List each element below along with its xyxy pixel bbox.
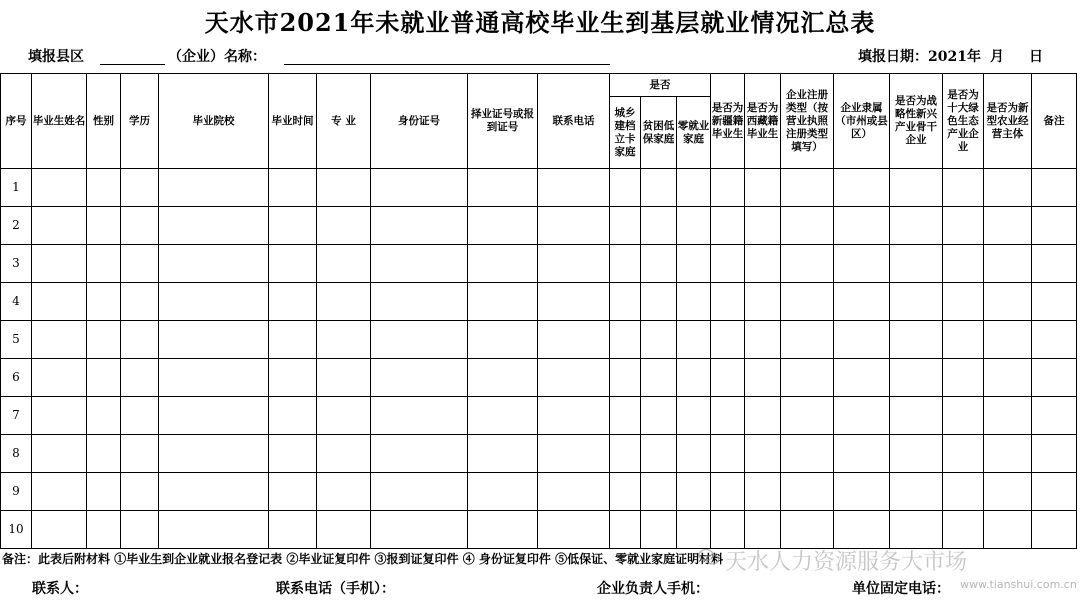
col-zero-employment: 零就业家庭 xyxy=(677,97,711,169)
table-row xyxy=(1,511,1077,549)
col-low-income: 贫困低保家庭 xyxy=(641,97,677,169)
table-cell xyxy=(711,397,745,435)
table-cell xyxy=(1032,473,1077,511)
table-cell xyxy=(32,473,87,511)
table-cell xyxy=(711,473,745,511)
table-cell xyxy=(87,511,121,549)
table-cell xyxy=(32,169,87,207)
table-cell xyxy=(269,397,317,435)
row-number: 5 xyxy=(1,321,32,359)
table-cell xyxy=(745,321,781,359)
table-cell xyxy=(890,473,943,511)
table-cell xyxy=(834,283,890,321)
table-cell xyxy=(269,359,317,397)
table-cell xyxy=(269,207,317,245)
table-cell xyxy=(159,169,269,207)
table-row xyxy=(1,359,1077,397)
table-cell xyxy=(641,321,677,359)
table-cell xyxy=(159,473,269,511)
table-cell xyxy=(781,283,834,321)
table-cell xyxy=(121,207,159,245)
col-name: 毕业生姓名 xyxy=(32,74,87,169)
table-cell xyxy=(781,207,834,245)
table-cell xyxy=(371,207,468,245)
table-cell xyxy=(87,397,121,435)
table-row xyxy=(1,397,1077,435)
row-number: 7 xyxy=(1,397,32,435)
table-cell xyxy=(610,397,641,435)
table-cell xyxy=(745,245,781,283)
table-cell xyxy=(538,207,610,245)
table-row xyxy=(1,245,1077,283)
table-cell xyxy=(984,473,1032,511)
table-cell xyxy=(121,511,159,549)
table-cell xyxy=(943,359,984,397)
table-cell xyxy=(1032,359,1077,397)
table-cell xyxy=(317,397,371,435)
table-cell xyxy=(538,321,610,359)
table-cell xyxy=(984,359,1032,397)
landline-label: 单位固定电话： xyxy=(852,581,950,597)
table-cell xyxy=(468,435,538,473)
table-cell xyxy=(834,435,890,473)
table-cell xyxy=(641,511,677,549)
table-cell xyxy=(371,359,468,397)
row-number: 3 xyxy=(1,245,32,283)
table-row xyxy=(1,321,1077,359)
table-cell xyxy=(317,245,371,283)
table-cell xyxy=(317,473,371,511)
table-cell xyxy=(1032,397,1077,435)
table-cell xyxy=(1032,283,1077,321)
company-label: （企业）名称： xyxy=(168,49,266,65)
table-cell xyxy=(984,435,1032,473)
table-cell xyxy=(677,435,711,473)
table-cell xyxy=(32,359,87,397)
table-cell xyxy=(943,207,984,245)
table-cell xyxy=(269,511,317,549)
table-cell xyxy=(159,397,269,435)
month-label: 月 xyxy=(990,49,1004,65)
table-cell xyxy=(781,511,834,549)
table-cell xyxy=(371,511,468,549)
table-cell xyxy=(781,245,834,283)
table-cell xyxy=(1032,435,1077,473)
table-cell xyxy=(834,245,890,283)
table-cell xyxy=(711,359,745,397)
row-number: 2 xyxy=(1,207,32,245)
table-cell xyxy=(641,169,677,207)
table-cell xyxy=(371,473,468,511)
table-cell xyxy=(781,397,834,435)
table-cell xyxy=(159,359,269,397)
table-cell xyxy=(32,283,87,321)
table-cell xyxy=(781,321,834,359)
table-row xyxy=(1,435,1077,473)
table-cell xyxy=(468,207,538,245)
table-cell xyxy=(711,245,745,283)
table-cell xyxy=(159,511,269,549)
row-number: 9 xyxy=(1,473,32,511)
col-gender: 性别 xyxy=(87,74,121,169)
table-cell xyxy=(943,283,984,321)
table-cell xyxy=(984,169,1032,207)
table-cell xyxy=(32,511,87,549)
table-cell xyxy=(890,321,943,359)
table-cell xyxy=(32,435,87,473)
summary-table xyxy=(0,73,1077,549)
contact-label: 联系人： xyxy=(32,581,88,597)
table-cell xyxy=(121,245,159,283)
table-cell xyxy=(32,397,87,435)
table-cell xyxy=(371,283,468,321)
table-cell xyxy=(371,169,468,207)
table-cell xyxy=(745,397,781,435)
table-cell xyxy=(943,245,984,283)
table-cell xyxy=(1032,511,1077,549)
table-cell xyxy=(745,283,781,321)
col-degree: 学历 xyxy=(121,74,159,169)
table-cell xyxy=(468,283,538,321)
table-cell xyxy=(890,283,943,321)
table-cell xyxy=(269,283,317,321)
table-cell xyxy=(371,435,468,473)
table-cell xyxy=(834,207,890,245)
table-cell xyxy=(834,473,890,511)
table-cell xyxy=(610,511,641,549)
table-cell xyxy=(943,397,984,435)
table-cell xyxy=(890,397,943,435)
manager-phone-label: 企业负责人手机： xyxy=(597,581,709,597)
table-cell xyxy=(87,169,121,207)
table-cell xyxy=(984,245,1032,283)
county-underline xyxy=(100,64,165,65)
table-cell xyxy=(677,473,711,511)
watermark-url: www.tianshui.com.cn xyxy=(960,578,1077,591)
table-cell xyxy=(468,169,538,207)
table-cell xyxy=(781,359,834,397)
table-cell xyxy=(538,511,610,549)
table-cell xyxy=(641,207,677,245)
table-cell xyxy=(87,321,121,359)
table-cell xyxy=(890,169,943,207)
table-cell xyxy=(32,245,87,283)
table-cell xyxy=(745,169,781,207)
table-cell xyxy=(641,283,677,321)
table-cell xyxy=(538,283,610,321)
table-cell xyxy=(121,397,159,435)
col-tibet: 是否为西藏籍毕业生 xyxy=(745,74,781,169)
table-cell xyxy=(317,283,371,321)
table-cell xyxy=(1032,321,1077,359)
col-id-no: 身份证号 xyxy=(371,74,468,169)
table-cell xyxy=(745,359,781,397)
table-cell xyxy=(1032,207,1077,245)
table-cell xyxy=(890,511,943,549)
contact-footer xyxy=(0,576,1080,596)
table-cell xyxy=(121,169,159,207)
table-cell xyxy=(317,359,371,397)
table-cell xyxy=(610,321,641,359)
phone-label: 联系电话（手机）： xyxy=(276,581,395,597)
date-label: 填报日期：2021年 xyxy=(858,49,981,65)
table-cell xyxy=(610,169,641,207)
table-cell xyxy=(890,359,943,397)
table-cell xyxy=(371,245,468,283)
row-number: 8 xyxy=(1,435,32,473)
table-body xyxy=(1,169,1077,549)
table-cell xyxy=(834,397,890,435)
col-major: 专 业 xyxy=(317,74,371,169)
col-remark: 备注 xyxy=(1032,74,1077,169)
table-cell xyxy=(984,397,1032,435)
table-cell xyxy=(1032,169,1077,207)
watermark-text: 天水人力资源服务大市场 xyxy=(725,550,968,575)
table-cell xyxy=(317,435,371,473)
table-cell xyxy=(538,397,610,435)
table-cell xyxy=(677,245,711,283)
table-cell xyxy=(781,169,834,207)
col-strategic: 是否为战略性新兴产业骨干企业 xyxy=(890,74,943,169)
table-cell xyxy=(159,283,269,321)
company-underline xyxy=(284,64,610,65)
table-cell xyxy=(87,473,121,511)
table-cell xyxy=(159,321,269,359)
table-cell xyxy=(943,473,984,511)
table-cell xyxy=(468,511,538,549)
table-cell xyxy=(984,207,1032,245)
col-phone: 联系电话 xyxy=(538,74,610,169)
table-cell xyxy=(641,359,677,397)
col-reg-type: 企业注册类型（按营业执照注册类型填写） xyxy=(781,74,834,169)
table-cell xyxy=(890,245,943,283)
table-cell xyxy=(269,321,317,359)
table-cell xyxy=(943,321,984,359)
table-cell xyxy=(87,207,121,245)
county-label: 填报县区 xyxy=(28,49,84,65)
table-cell xyxy=(834,321,890,359)
table-cell xyxy=(87,359,121,397)
table-cell xyxy=(834,359,890,397)
table-cell xyxy=(781,473,834,511)
table-cell xyxy=(32,207,87,245)
table-cell xyxy=(677,397,711,435)
table-cell xyxy=(641,435,677,473)
table-cell xyxy=(1032,245,1077,283)
table-cell xyxy=(317,511,371,549)
table-cell xyxy=(121,435,159,473)
table-cell xyxy=(677,283,711,321)
table-cell xyxy=(468,397,538,435)
table-cell xyxy=(677,359,711,397)
col-whether-group: 是否 xyxy=(610,74,711,97)
table-cell xyxy=(610,283,641,321)
table-row xyxy=(1,207,1077,245)
col-school: 毕业院校 xyxy=(159,74,269,169)
table-cell xyxy=(269,435,317,473)
table-cell xyxy=(371,321,468,359)
table-cell xyxy=(121,359,159,397)
table-cell xyxy=(269,169,317,207)
table-cell xyxy=(943,511,984,549)
table-cell xyxy=(468,321,538,359)
table-cell xyxy=(711,321,745,359)
table-cell xyxy=(677,321,711,359)
table-cell xyxy=(890,435,943,473)
table-row xyxy=(1,283,1077,321)
table-cell xyxy=(468,473,538,511)
day-label: 日 xyxy=(1029,49,1043,65)
form-header xyxy=(0,44,1080,68)
col-new-agri: 是否为新型农业经营主体 xyxy=(984,74,1032,169)
col-xinjiang: 是否为新疆籍毕业生 xyxy=(711,74,745,169)
table-cell xyxy=(641,473,677,511)
table-row xyxy=(1,473,1077,511)
row-number: 6 xyxy=(1,359,32,397)
table-cell xyxy=(538,359,610,397)
table-cell xyxy=(610,245,641,283)
table-cell xyxy=(677,169,711,207)
table-cell xyxy=(890,207,943,245)
table-cell xyxy=(317,169,371,207)
table-cell xyxy=(538,473,610,511)
table-cell xyxy=(711,283,745,321)
table-cell xyxy=(834,169,890,207)
table-cell xyxy=(677,511,711,549)
table-cell xyxy=(711,435,745,473)
table-cell xyxy=(32,321,87,359)
table-cell xyxy=(984,283,1032,321)
table-cell xyxy=(745,435,781,473)
table-cell xyxy=(745,511,781,549)
col-poor-card: 城乡建档立卡家庭 xyxy=(610,97,641,169)
table-cell xyxy=(317,207,371,245)
table-cell xyxy=(121,283,159,321)
table-cell xyxy=(468,359,538,397)
table-cell xyxy=(269,473,317,511)
table-cell xyxy=(610,473,641,511)
col-grad-time: 毕业时间 xyxy=(269,74,317,169)
table-cell xyxy=(121,321,159,359)
table-row xyxy=(1,169,1077,207)
table-cell xyxy=(641,245,677,283)
row-number: 4 xyxy=(1,283,32,321)
col-affiliation: 企业隶属（市州或县区） xyxy=(834,74,890,169)
table-cell xyxy=(943,169,984,207)
table-cell xyxy=(984,321,1032,359)
table-cell xyxy=(745,473,781,511)
table-cell xyxy=(711,169,745,207)
col-cert-no: 择业证号或报到证号 xyxy=(468,74,538,169)
table-cell xyxy=(610,207,641,245)
row-number: 1 xyxy=(1,169,32,207)
table-cell xyxy=(610,359,641,397)
col-green: 是否为十大绿色生态产业企业 xyxy=(943,74,984,169)
row-number: 10 xyxy=(1,511,32,549)
table-cell xyxy=(745,207,781,245)
table-cell xyxy=(984,511,1032,549)
table-cell xyxy=(834,511,890,549)
wechat-icon xyxy=(698,548,720,566)
table-cell xyxy=(538,169,610,207)
table-cell xyxy=(87,435,121,473)
table-cell xyxy=(610,435,641,473)
col-seq: 序号 xyxy=(1,74,32,169)
table-cell xyxy=(317,321,371,359)
table-cell xyxy=(159,435,269,473)
table-cell xyxy=(159,245,269,283)
table-cell xyxy=(677,207,711,245)
table-cell xyxy=(468,245,538,283)
table-cell xyxy=(87,245,121,283)
table-cell xyxy=(711,511,745,549)
table-cell xyxy=(121,473,159,511)
table-cell xyxy=(371,397,468,435)
table-cell xyxy=(269,245,317,283)
table-cell xyxy=(943,435,984,473)
table-cell xyxy=(538,245,610,283)
table-cell xyxy=(781,435,834,473)
table-cell xyxy=(711,207,745,245)
table-cell xyxy=(87,283,121,321)
attachments-note: 备注：此表后附材料 ①毕业生到企业就业报名登记表 ②毕业证复印件 ③报到证复印件 ④ 身份证复印件 ⑤低保证、零就业家庭证明材料 xyxy=(2,552,724,566)
table-cell xyxy=(538,435,610,473)
table-cell xyxy=(641,397,677,435)
page-title: 天水市2021年未就业普通高校毕业生到基层就业情况汇总表 xyxy=(204,8,876,37)
table-cell xyxy=(159,207,269,245)
